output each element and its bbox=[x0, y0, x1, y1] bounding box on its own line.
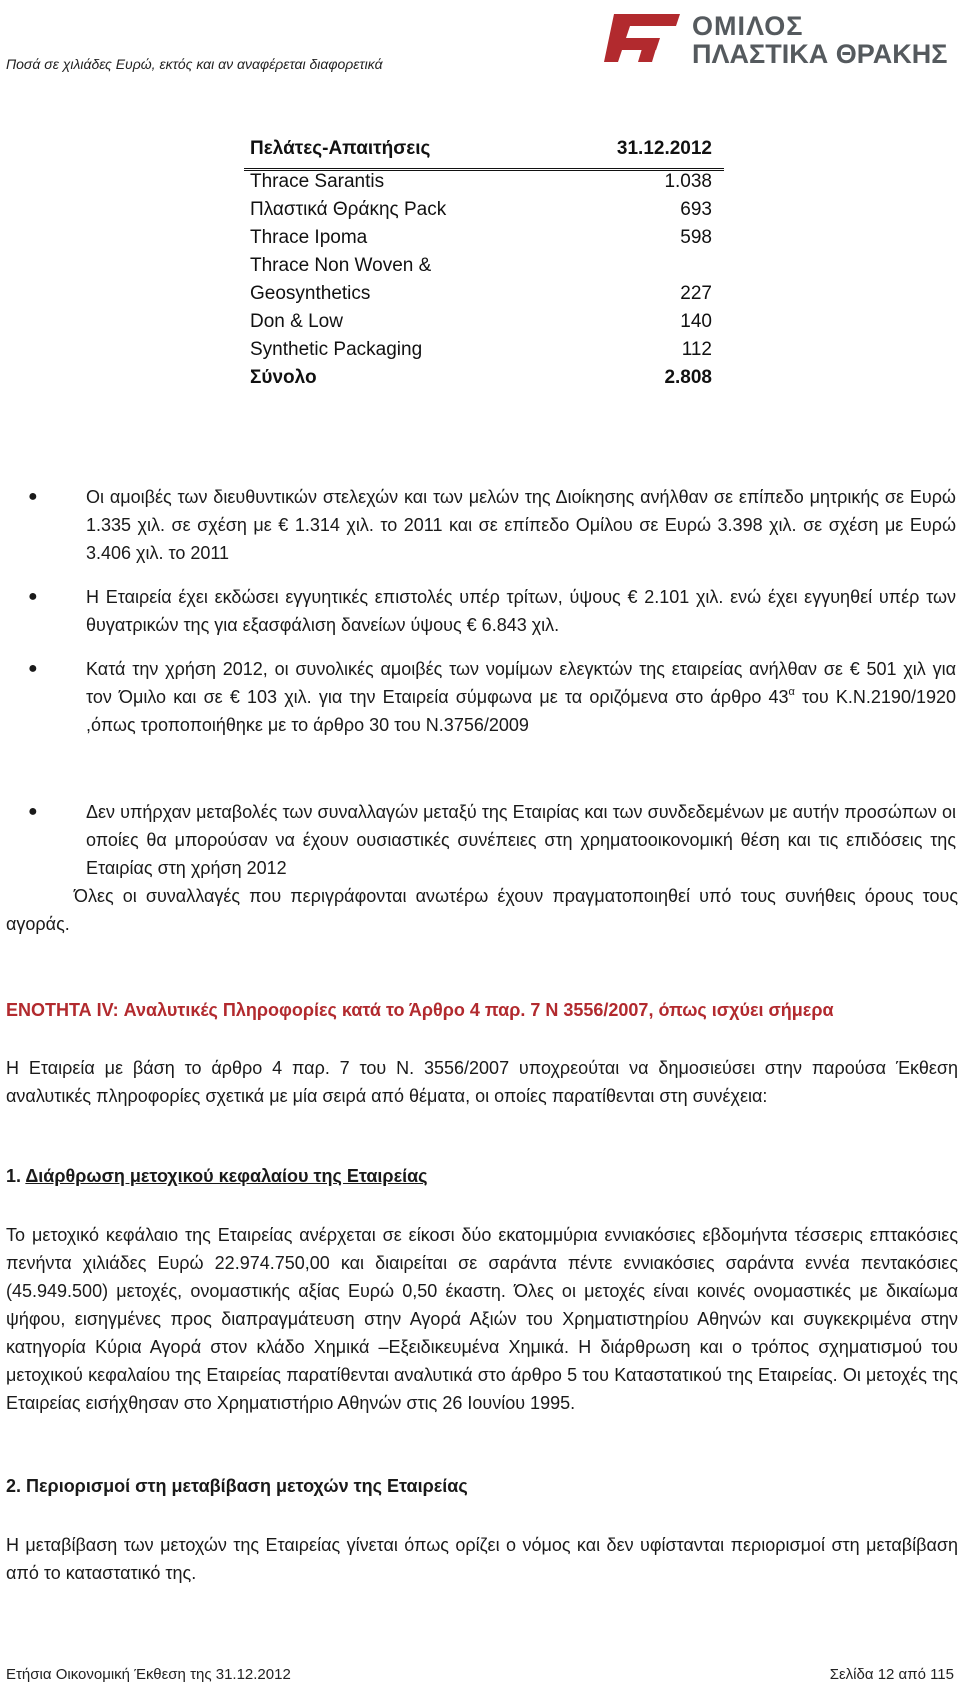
subsection-1-heading: Διάρθρωση μετοχικού κεφαλαίου της Εταιρείας bbox=[25, 1166, 428, 1186]
table-header-label: Πελάτες-Απαιτήσεις bbox=[244, 138, 558, 170]
logo-text-line2: ΠΛΑΣΤΙΚΑ ΘΡΑΚΗΣ bbox=[692, 39, 948, 69]
row-label: Πλαστικά Θράκης Pack bbox=[250, 199, 447, 220]
bullet-item bbox=[28, 483, 956, 567]
table-row bbox=[244, 170, 724, 200]
table-row bbox=[244, 227, 724, 255]
table-row bbox=[244, 311, 724, 339]
footer-page-number: Σελίδα 12 από 115 bbox=[829, 1666, 954, 1683]
table-header-date: 31.12.2012 bbox=[558, 138, 724, 170]
bullet-icon: ● bbox=[28, 488, 38, 505]
table-row bbox=[244, 199, 724, 227]
footer-report-title: Ετήσια Οικονομική Έκθεση της 31.12.2012 bbox=[6, 1666, 291, 1683]
section-intro-paragraph: Η Εταιρεία με βάση το άρθρο 4 παρ. 7 του Ν. 3556/2007 υποχρεούται να δημοσιεύσει στην παρούσα Έκθεση αναλυτικές πληροφορίες σχετικά με μία σειρά από θέματα, οι οποίες παρατίθενται στη συνέχεια: bbox=[6, 1058, 958, 1106]
bullet-item bbox=[28, 798, 956, 882]
bullet-icon: ● bbox=[28, 660, 38, 677]
table-row bbox=[244, 339, 724, 367]
row-label: Don & Low bbox=[250, 311, 343, 332]
company-logo bbox=[600, 8, 950, 68]
table-row bbox=[244, 283, 724, 311]
bullet-item bbox=[28, 583, 956, 639]
bullet-text-continued: του Κ.Ν.2190/1920 ,όπως τροποποιήθηκε με το άρθρο 30 του Ν.3756/2009 bbox=[86, 687, 956, 735]
subsection-2-title: 2. Περιορισμοί στη μεταβίβαση μετοχών της Εταιρείας bbox=[6, 1476, 468, 1496]
section-title: ΕΝΟΤΗΤΑ IV: Αναλυτικές Πληροφορίες κατά το Άρθρο 4 παρ. 7 Ν 3556/2007, όπως ισχύει σήμερα bbox=[6, 1000, 834, 1020]
transactions-paragraph: Όλες οι συναλλαγές που περιγράφονται ανωτέρω έχουν πραγματοποιηθεί υπό τους συνήθεις όρους τους αγοράς. bbox=[6, 886, 958, 934]
table-header-row bbox=[244, 138, 724, 170]
bullet-text: Δεν υπήρχαν μεταβολές των συναλλαγών μεταξύ της Εταιρίας και των συνδεδεμένων με αυτήν προσώπων οι οποίες θα μπορούσαν να έχουν ουσιαστικές συνέπειες στη χρηματοοικονομική θέση και τις επιδόσεις της Εταιρίας στη χρήση 2012 bbox=[86, 802, 956, 878]
row-label: Synthetic Packaging bbox=[250, 339, 423, 360]
row-value bbox=[558, 255, 724, 283]
receivables-table bbox=[244, 138, 724, 395]
logo-mark-icon bbox=[600, 12, 682, 64]
row-value: 227 bbox=[680, 283, 712, 304]
superscript-alpha: α bbox=[788, 686, 795, 698]
bullet-item bbox=[28, 655, 956, 739]
row-value: 693 bbox=[680, 199, 712, 220]
table-row bbox=[244, 255, 724, 283]
row-label: Thrace Ipoma bbox=[250, 227, 368, 248]
row-label: Thrace Sarantis bbox=[250, 171, 385, 192]
subsection-1-number: 1. bbox=[6, 1166, 26, 1186]
table-total-row bbox=[244, 367, 724, 395]
bullet-text: Κατά την χρήση 2012, οι συνολικές αμοιβές των νομίμων ελεγκτών της εταιρείας ανήλθαν σε € 501 χιλ για τον Όμιλο και σε € 103 χιλ. για την Εταιρεία σύμφωνα με τα οριζόμενα στο άρθρο 43 bbox=[86, 659, 956, 707]
total-label: Σύνολο bbox=[250, 367, 317, 388]
bullet-text: Η Εταιρεία έχει εκδώσει εγγυητικές επιστολές υπέρ τρίτων, ύψους € 2.101 χιλ. ενώ έχει εγγυηθεί υπέρ των θυγατρικών της για εξασφάλιση δανείων ύψους € 6.843 χιλ. bbox=[86, 587, 956, 635]
total-value: 2.808 bbox=[664, 367, 712, 388]
row-label: Thrace Non Woven & bbox=[250, 255, 432, 276]
amounts-note: Ποσά σε χιλιάδες Ευρώ, εκτός και αν αναφέρεται διαφορετικά bbox=[6, 56, 383, 72]
row-value: 1.038 bbox=[664, 171, 712, 192]
logo-text-line1: ΟΜΙΛΟΣ bbox=[692, 11, 804, 41]
row-value: 112 bbox=[681, 339, 712, 360]
bullet-icon: ● bbox=[28, 588, 38, 605]
subsection-1-title bbox=[6, 1166, 428, 1187]
row-label: Geosynthetics bbox=[250, 283, 371, 304]
transfer-restrictions-paragraph: Η μεταβίβαση των μετοχών της Εταιρείας γίνεται όπως ορίζει ο νόμος και δεν υφίστανται περιορισμοί στη μεταβίβαση από το καταστατικό της. bbox=[6, 1535, 958, 1583]
bullet-icon: ● bbox=[28, 803, 38, 820]
row-value: 598 bbox=[680, 227, 712, 248]
bullet-text: Οι αμοιβές των διευθυντικών στελεχών και των μελών της Διοίκησης ανήλθαν σε επίπεδο μητρικής σε Ευρώ 1.335 χιλ. σε σχέση με € 1.314 χιλ. το 2011 και σε επίπεδο Ομίλου σε Ευρώ 3.398 χιλ. σε σχέση με Ευρώ 3.406 χιλ. το 2011 bbox=[86, 487, 956, 563]
row-value: 140 bbox=[680, 311, 712, 332]
share-capital-paragraph: Το μετοχικό κεφάλαιο της Εταιρείας ανέρχεται σε είκοσι δύο εκατομμύρια εννιακόσιες εβδομήντα τέσσερις επτακόσιες πενήντα χιλιάδες Ευρώ 22.974.750,00 και διαιρείται σε σαράντα πέντε εννιακόσιες σαράντα εννέα πεντακόσιες (45.949.500) μετοχές, ονομαστικής αξίας Ευρώ 0,50 έκαστη. Όλες οι μετοχές είναι κοινές ονομαστικές με δικαίωμα ψήφου, εισηγμένες προς διαπραγμάτευση στην Αγορά Αξιών του Χρηματιστηρίου Αθηνών και συγκεκριμένα στην κατηγορία Κύρια Αγορά στον κλάδο Χημικά –Εξειδικευμένα Χημικά. Η διάρθρωση και ο τρόπος σχηματισμού του μετοχικού κεφαλαίου της Εταιρείας παρατίθενται αναλυτικά στο άρθρο 5 του Καταστατικού της Εταιρείας. Οι μετοχές της Εταιρείας εισήχθησαν στο Χρηματιστήριο Αθηνών στις 26 Ιουνίου 1995. bbox=[6, 1225, 958, 1413]
